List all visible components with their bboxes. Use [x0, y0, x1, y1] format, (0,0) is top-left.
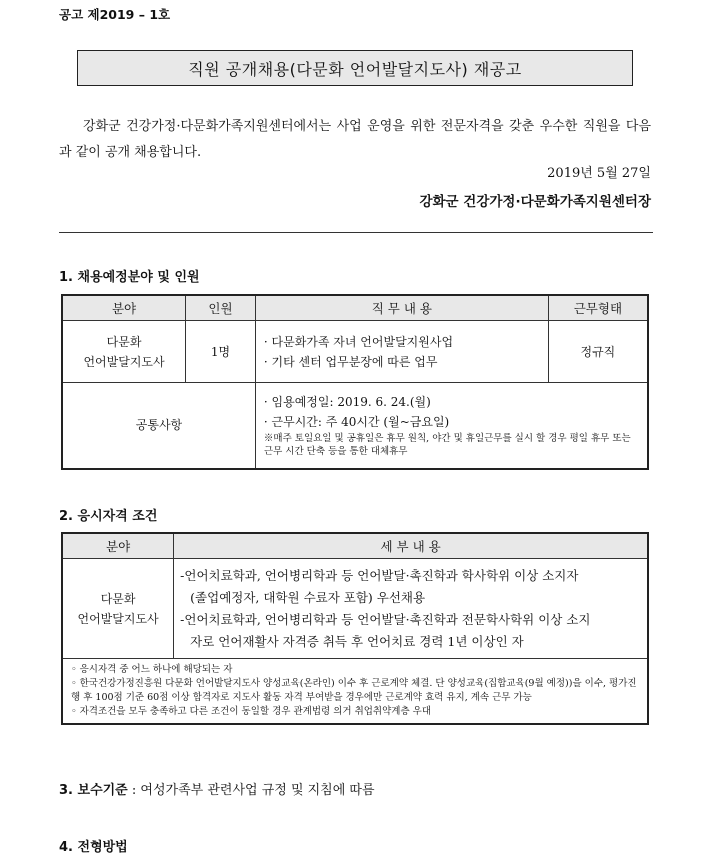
common-label: 공통사항	[62, 383, 255, 469]
detail-cell	[174, 559, 648, 659]
field-line1: 다문화	[100, 591, 136, 606]
header-count: 인원	[186, 295, 256, 321]
field-cell	[62, 559, 174, 659]
duty-item: · 다문화가족 자녀 언어발달지원사업	[263, 334, 454, 349]
section2-title: 2. 응시자격 조건	[59, 509, 158, 524]
divider	[59, 232, 653, 233]
header-field: 분야	[62, 295, 186, 321]
section3-label: 3. 보수기준	[59, 783, 128, 798]
section1-title: 1. 채용예정분야 및 인원	[59, 270, 200, 285]
field-line2: 언어발달지도사	[77, 611, 159, 626]
detail-item: -언어치료학과, 언어병리학과 등 언어발달·촉진학과 학사학위 이상 소지자	[180, 567, 579, 583]
section4-title: 4. 전형방법	[59, 840, 128, 855]
common-cell	[255, 383, 648, 469]
recruitment-table	[61, 294, 649, 470]
common-item: · 임용예정일: 2019. 6. 24.(월)	[263, 395, 431, 410]
count-cell: 1명	[186, 321, 256, 383]
notice-number: 공고 제2019 – 1호	[59, 7, 171, 22]
signer: 강화군 건강가정·다문화가족지원센터장	[419, 194, 651, 210]
type-cell: 정규직	[548, 321, 648, 383]
header-field: 분야	[62, 533, 174, 559]
section3-text: : 여성가족부 관련사업 규정 및 지침에 따름	[131, 783, 375, 798]
section3	[59, 779, 375, 798]
field-line2: 언어발달지도사	[83, 354, 165, 369]
duty-item: · 기타 센터 업무분장에 따른 업무	[263, 354, 438, 369]
header-type: 근무형태	[548, 295, 648, 321]
common-note: ※매주 토일요일 및 공휴일은 휴무 원칙, 야간 및 휴일근무를 실시 할 경우 평일 휴무 또는 근무 시간 단축 등을 통한 대체휴무	[263, 433, 631, 458]
detail-item: -언어치료학과, 언어병리학과 등 언어발달·촉진학과 전문학사학위 이상 소지	[180, 611, 591, 627]
common-item: · 근무시간: 주 40시간 (월~금요일)	[263, 415, 450, 430]
note-item: ◦ 자격조건을 모두 충족하고 다른 조건이 동일할 경우 관계법령 의거 취업취약계층 우대	[71, 706, 432, 717]
notice-date: 2019년 5월 27일	[547, 166, 651, 181]
header-detail: 세 부 내 용	[174, 533, 648, 559]
note-item: ◦ 응시자격 중 어느 하나에 해당되는 자	[71, 664, 233, 675]
intro-paragraph: 강화군 건강가정·다문화가족지원센터에서는 사업 운영을 위한 전문자격을 갖춘 우수한 직원을 다음과 같이 공개 채용합니다.	[59, 119, 651, 160]
field-cell	[62, 321, 186, 383]
notes-cell	[62, 659, 648, 725]
page-title: 직원 공개채용(다문화 언어발달지도사) 재공고	[77, 50, 633, 86]
qualification-table	[61, 532, 649, 725]
detail-item: 자로 언어재활사 자격증 취득 후 언어치료 경력 1년 이상인 자	[190, 633, 524, 649]
note-item: ◦ 한국건강가정진흥원 다문화 언어발달지도사 양성교육(온라인) 이수 후 근로계약 체결. 단 양성교육(집합교육(9월 예정))을 이수, 평가진행 후 100점 기준 60점 이상 합격자로 지도사 활동 자격 부여받을 경우에만 근로계약 효력 유지, 계속 근무 가능	[71, 678, 637, 703]
detail-item: (졸업예정자, 대학원 수료자 포함) 우선채용	[190, 589, 426, 605]
duty-cell	[255, 321, 548, 383]
field-line1: 다문화	[106, 334, 142, 349]
header-duty: 직 무 내 용	[255, 295, 548, 321]
